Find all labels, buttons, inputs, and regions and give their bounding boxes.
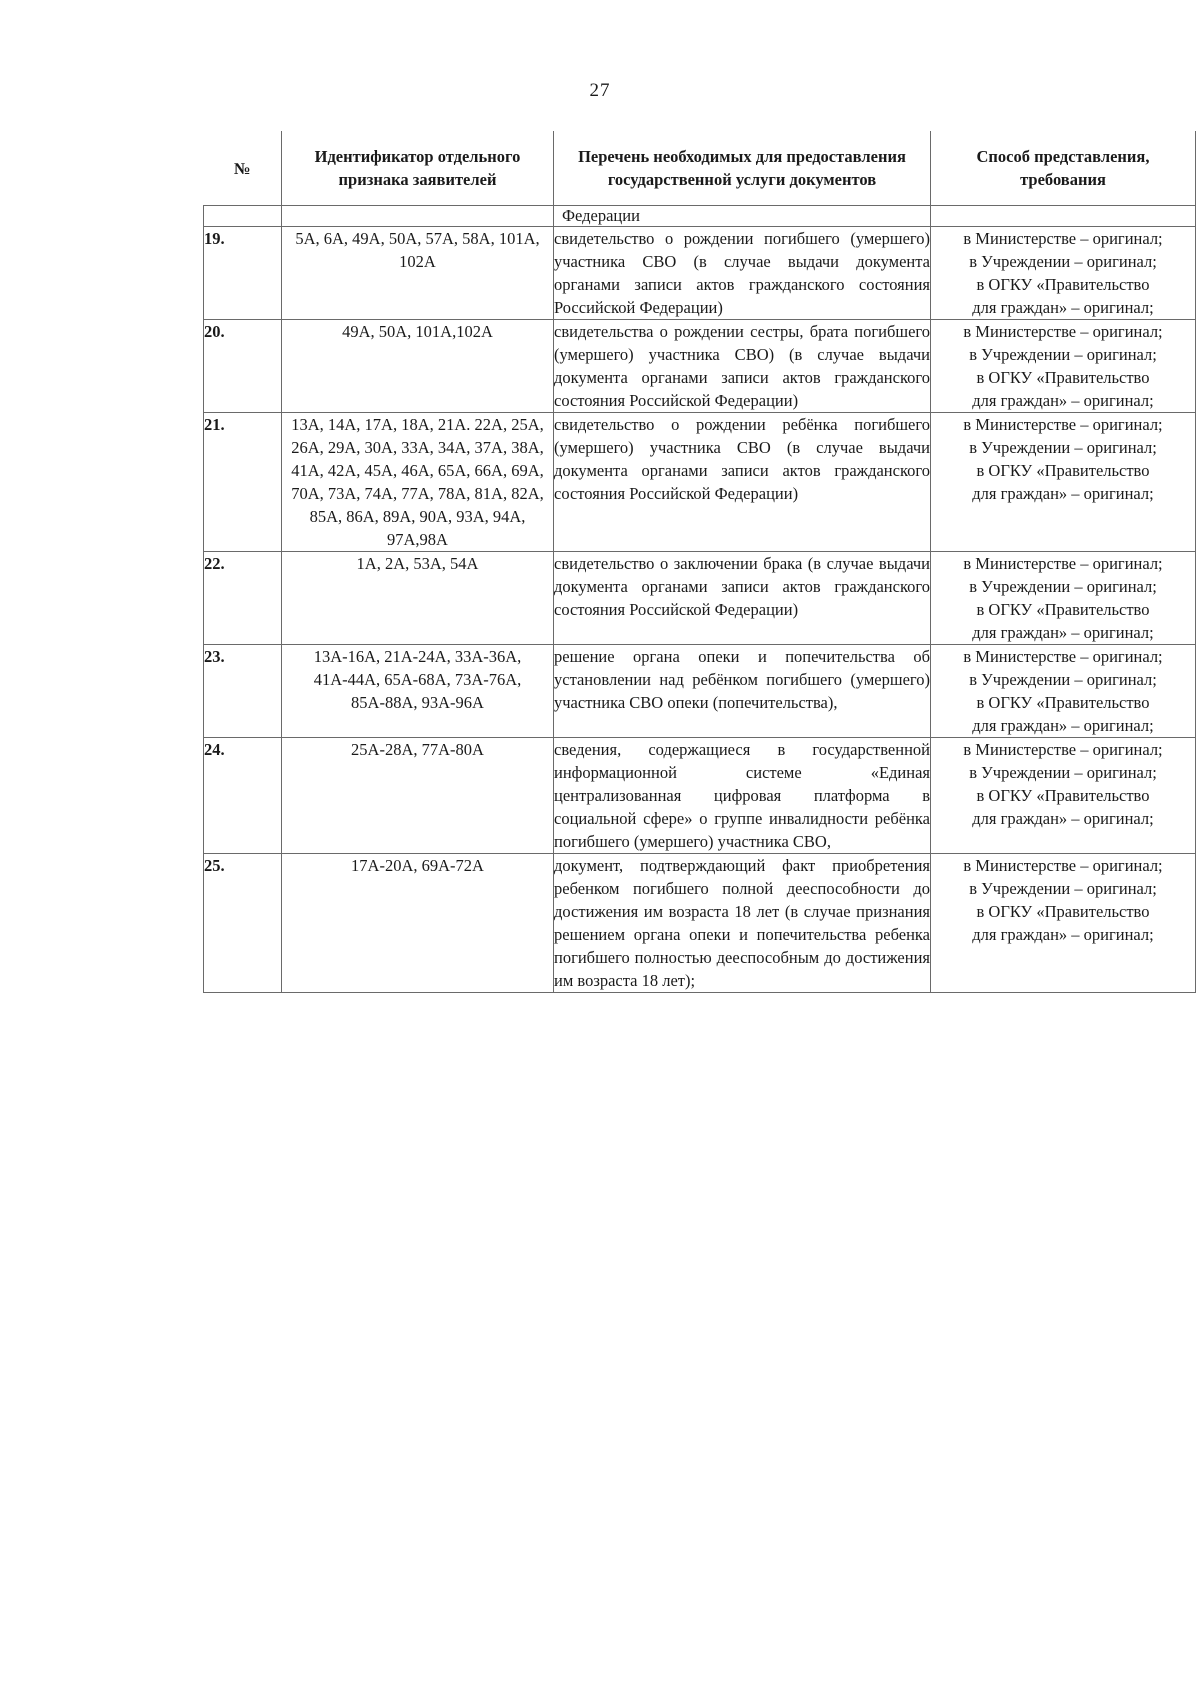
- method-line: для граждан» – оригинал;: [972, 623, 1154, 642]
- row-number: 19.: [204, 227, 282, 320]
- method-line: в Учреждении – оригинал;: [969, 252, 1157, 271]
- table-row: [204, 320, 1196, 413]
- method-line: в Учреждении – оригинал;: [969, 438, 1157, 457]
- method-line: в Министерстве – оригинал;: [963, 554, 1163, 573]
- row-document: сведения, содержащиеся в государственной информационной системе «Единая централизованная цифровая платформа в социальной сфере» о группе инвалидности ребёнка погибшего (умершего) участника СВО,: [554, 738, 931, 854]
- row-method: [931, 738, 1196, 854]
- page-number: 27: [589, 80, 611, 101]
- method-line: для граждан» – оригинал;: [972, 298, 1154, 317]
- continuation-text: Федерации: [554, 206, 931, 227]
- row-document: свидетельство о рождении погибшего (умершего) участника СВО (в случае выдачи документа органами записи актов гражданского состояния Российской Федерации): [554, 227, 931, 320]
- row-identifiers: 1А, 2А, 53А, 54А: [282, 552, 554, 645]
- table-row: [204, 854, 1196, 993]
- method-line: в Учреждении – оригинал;: [969, 670, 1157, 689]
- row-number: 22.: [204, 552, 282, 645]
- table-row: [204, 645, 1196, 738]
- row-identifiers: 49А, 50А, 101А,102А: [282, 320, 554, 413]
- method-line: для граждан» – оригинал;: [972, 925, 1154, 944]
- row-identifiers: 13А, 14А, 17А, 18А, 21А. 22А, 25А, 26А, 29А, 30А, 33А, 34А, 37А, 38А, 41А, 42А, 45А, 46А, 65А, 66А, 69А, 70А, 73А, 74А, 77А, 78А, 81А, 82А, 85А, 86А, 89А, 90А, 93А, 94А, 97А,98А: [282, 413, 554, 552]
- header-documents: Перечень необходимых для предоставления государственной услуги документов: [554, 131, 931, 206]
- method-line: в ОГКУ «Правительство: [976, 275, 1150, 294]
- method-line: в Учреждении – оригинал;: [969, 879, 1157, 898]
- row-method: [931, 227, 1196, 320]
- table-row: [204, 738, 1196, 854]
- method-line: в ОГКУ «Правительство: [976, 786, 1150, 805]
- row-number: 21.: [204, 413, 282, 552]
- row-document: свидетельства о рождении сестры, брата погибшего (умершего) участника СВО) (в случае выдачи документа органами записи актов гражданского состояния Российской Федерации): [554, 320, 931, 413]
- method-line: для граждан» – оригинал;: [972, 716, 1154, 735]
- method-line: в ОГКУ «Правительство: [976, 461, 1150, 480]
- row-method: [931, 552, 1196, 645]
- row-document: свидетельство о заключении брака (в случае выдачи документа органами записи актов гражданского состояния Российской Федерации): [554, 552, 931, 645]
- continuation-num-cell: [204, 206, 282, 227]
- row-number: 25.: [204, 854, 282, 993]
- table-row: [204, 413, 1196, 552]
- row-document: свидетельство о рождении ребёнка погибшего (умершего) участника СВО (в случае выдачи документа органами записи актов гражданского состояния Российской Федерации): [554, 413, 931, 552]
- table-row: [204, 552, 1196, 645]
- row-document: документ, подтверждающий факт приобретения ребенком погибшего полной дееспособности до достижения им возраста 18 лет (в случае признания решением органа опеки и попечительства ребенка погибшего полностью дееспособным до достижения им возраста 18 лет);: [554, 854, 931, 993]
- continuation-method-cell: [931, 206, 1196, 227]
- method-line: в Министерстве – оригинал;: [963, 647, 1163, 666]
- continuation-ids-cell: [282, 206, 554, 227]
- method-line: в ОГКУ «Правительство: [976, 902, 1150, 921]
- row-number: 20.: [204, 320, 282, 413]
- table-body: [204, 206, 1196, 993]
- method-line: в Министерстве – оригинал;: [963, 740, 1163, 759]
- method-line: в Министерстве – оригинал;: [963, 322, 1163, 341]
- continuation-row: [204, 206, 1196, 227]
- row-identifiers: 5А, 6А, 49А, 50А, 57А, 58А, 101А, 102А: [282, 227, 554, 320]
- header-method: Способ представления, требования: [931, 131, 1196, 206]
- row-method: [931, 854, 1196, 993]
- method-line: в ОГКУ «Правительство: [976, 368, 1150, 387]
- row-identifiers: 17А-20А, 69А-72А: [282, 854, 554, 993]
- row-number: 23.: [204, 645, 282, 738]
- row-method: [931, 320, 1196, 413]
- method-line: в ОГКУ «Правительство: [976, 693, 1150, 712]
- method-line: для граждан» – оригинал;: [972, 484, 1154, 503]
- method-line: в Учреждении – оригинал;: [969, 763, 1157, 782]
- method-line: в Министерстве – оригинал;: [963, 229, 1163, 248]
- method-line: в Учреждении – оригинал;: [969, 345, 1157, 364]
- row-method: [931, 645, 1196, 738]
- row-identifiers: 25А-28А, 77А-80А: [282, 738, 554, 854]
- method-line: для граждан» – оригинал;: [972, 809, 1154, 828]
- table-row: [204, 227, 1196, 320]
- method-line: в ОГКУ «Правительство: [976, 600, 1150, 619]
- header-number: №: [204, 131, 282, 206]
- table-header: [204, 131, 1196, 206]
- header-identifier: Идентификатор отдельного признака заявителей: [282, 131, 554, 206]
- method-line: в Учреждении – оригинал;: [969, 577, 1157, 596]
- method-line: в Министерстве – оригинал;: [963, 415, 1163, 434]
- row-identifiers: 13А-16А, 21А-24А, 33А-36А, 41А-44А, 65А-68А, 73А-76А, 85А-88А, 93А-96А: [282, 645, 554, 738]
- row-number: 24.: [204, 738, 282, 854]
- documents-table: [203, 131, 1196, 993]
- method-line: в Министерстве – оригинал;: [963, 856, 1163, 875]
- row-document: решение органа опеки и попечительства об установлении над ребёнком погибшего (умершего) участника СВО опеки (попечительства),: [554, 645, 931, 738]
- row-method: [931, 413, 1196, 552]
- method-line: для граждан» – оригинал;: [972, 391, 1154, 410]
